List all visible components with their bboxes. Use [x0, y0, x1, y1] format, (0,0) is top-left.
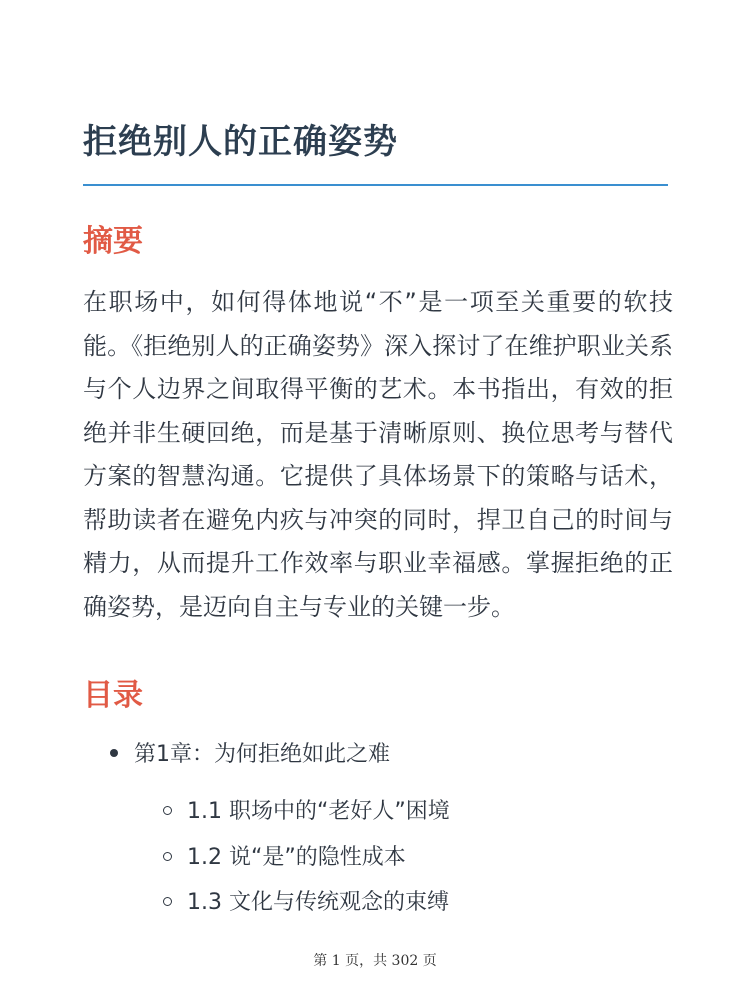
- document-page: [83, 0, 673, 1000]
- toc-item-section-1-3[interactable]: [163, 884, 449, 922]
- bullet-dot-icon: [110, 749, 118, 757]
- toc-item-label: 1.3 文化与传统观念的束缚: [187, 890, 449, 915]
- toc-item-label: 1.2 说“是”的隐性成本: [187, 845, 406, 870]
- toc-heading: 目录: [83, 678, 143, 713]
- toc-item-section-1-1[interactable]: [163, 793, 450, 831]
- bullet-ring-icon: [163, 897, 172, 906]
- summary-heading: 摘要: [83, 224, 143, 259]
- abstract-paragraph: 在职场中，如何得体地说“不”是一项至关重要的软技能。《拒绝别人的正确姿势》深入探讨了在维护职业关系与个人边界之间取得平衡的艺术。本书指出，有效的拒绝并非生硬回绝，而是基于清晰原则、换位思考与替代方案的智慧沟通。它提供了具体场景下的策略与话术，帮助读者在避免内疚与冲突的同时，捍卫自己的时间与精力，从而提升工作效率与职业幸福感。掌握拒绝的正确姿势，是迈向自主与专业的关键一步。: [83, 288, 673, 621]
- page-number-footer: 第 1 页，共 302 页: [313, 953, 437, 969]
- toc-item-label: 1.1 职场中的“老好人”困境: [187, 799, 450, 824]
- toc-item-label: 第1章：为何拒绝如此之难: [134, 742, 390, 767]
- toc-item-chapter-1[interactable]: [110, 736, 390, 774]
- document-title: 拒绝别人的正确姿势: [83, 122, 398, 162]
- bullet-ring-icon: [163, 852, 172, 861]
- title-divider: [83, 184, 668, 186]
- toc-item-section-1-2[interactable]: [163, 839, 406, 877]
- bullet-ring-icon: [163, 806, 172, 815]
